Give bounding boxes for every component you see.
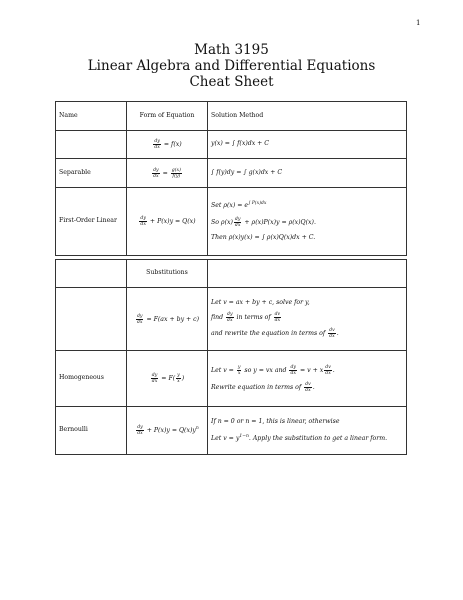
header-row bbox=[56, 102, 407, 131]
method-line-2: find $\frac{dy}{dx}$ in terms of $\frac{dv}{dx}$ bbox=[211, 312, 281, 324]
method-line-3: and rewrite the equation in terms of $\frac{dv}{dx}$ . bbox=[211, 328, 339, 340]
method-line-2: Let $v = y^{1-n}$. Apply the substitution to get a linear form. bbox=[211, 434, 388, 442]
fraction-dydx: $\frac{dy}{dx}$ bbox=[234, 216, 241, 228]
method-line-3: Then ρ(x)y(x) = ∫ ρ(x)Q(x)dx + C. bbox=[211, 233, 316, 241]
method-line-1: Let v = $\frac{y}{x}$ so y = vx and $\frac{dy}{dx}$ = v + x $\frac{dv}{dx}$ . bbox=[211, 364, 335, 376]
method-line-1: Let v = ax + by + c, solve for y, bbox=[211, 298, 310, 306]
method-line-1: Set $\rho(x) = e^{\int P(x)dx}$ bbox=[211, 201, 267, 210]
fraction-dvdx: $\frac{dv}{dx}$ bbox=[325, 364, 331, 376]
method-line-2: Rewrite equation in terms of $\frac{dv}{dx}$ . bbox=[211, 381, 315, 393]
row-substitutions-heading bbox=[56, 260, 407, 288]
fraction-dydx: $\frac{dy}{dx}$ bbox=[154, 139, 160, 150]
fraction-dydx: $\frac{dy}{dx}$ bbox=[151, 373, 158, 384]
page-number: 1 bbox=[416, 19, 421, 27]
method-cell bbox=[208, 188, 407, 256]
name-cell-empty bbox=[56, 131, 127, 159]
fraction-dydx: $\frac{dy}{dx}$ bbox=[153, 167, 159, 179]
course-subtitle: Linear Algebra and Differential Equations bbox=[87, 58, 376, 74]
fraction-dvdx: $\frac{dv}{dx}$ bbox=[329, 328, 335, 340]
fraction-y-over-x: $\frac{y}{x}$ bbox=[237, 364, 241, 376]
method-line-1: If n = 0 or n = 1, this is linear, otherwise bbox=[211, 417, 340, 425]
equation-cell: $\frac{dy}{dx}$ = $\frac{g(x)}{f(y)}$ bbox=[127, 159, 208, 188]
row-bernoulli bbox=[56, 407, 407, 455]
fraction-gx-fy: $\frac{g(x)}{f(y)}$ bbox=[171, 167, 181, 179]
method-cell: ∫ f(y)dy = ∫ g(x)dx + C bbox=[208, 159, 407, 188]
name-cell: First-Order Linear bbox=[56, 188, 127, 256]
header-method: Solution Method bbox=[208, 102, 407, 131]
sheet-title: Cheat Sheet bbox=[189, 74, 274, 90]
equation-cell: $\frac{dy}{dx}$ + P(x)y = Q(x) bbox=[127, 188, 208, 256]
method-cell bbox=[208, 351, 407, 407]
fraction-dvdx: $\frac{dv}{dx}$ bbox=[305, 381, 311, 393]
equation-cell: $\frac{dy}{dx}$ = F(ax + by + c) bbox=[127, 288, 208, 351]
equation-cell: $\frac{dy}{dx}$ + $P(x)y = Q(x)y^n$ bbox=[127, 407, 208, 455]
name-cell: Bernoulli bbox=[56, 407, 127, 455]
fraction-dydx: $\frac{dy}{dx}$ bbox=[290, 364, 297, 376]
cheat-sheet-table bbox=[55, 101, 407, 455]
row-first-order-linear bbox=[56, 188, 407, 256]
fraction-y-over-x: $\frac{y}{x}$ bbox=[177, 373, 180, 384]
method-line-2: So ρ(x) $\frac{dy}{dx}$ + ρ(x)P(x)y = ρ(x)Q(x). bbox=[211, 216, 316, 228]
row-direct-integration bbox=[56, 131, 407, 159]
substitutions-label: Substitutions bbox=[127, 260, 208, 288]
header-form: Form of Equation bbox=[127, 102, 208, 131]
fraction-dydx: $\frac{dy}{dx}$ bbox=[140, 216, 146, 227]
name-cell: Separable bbox=[56, 159, 127, 188]
name-cell-empty bbox=[56, 288, 127, 351]
equation-cell: $\frac{dy}{dx}$ = F( $\frac{y}{x}$ ) bbox=[127, 351, 208, 407]
name-cell-empty bbox=[56, 260, 127, 288]
equation-cell: $\frac{dy}{dx}$ = f(x) bbox=[127, 131, 208, 159]
row-homogeneous bbox=[56, 351, 407, 407]
method-cell: y(x) = ∫ f(x)dx + C bbox=[208, 131, 407, 159]
header-name: Name bbox=[56, 102, 127, 131]
row-linear-substitution bbox=[56, 288, 407, 351]
fraction-dydx: $\frac{dy}{dx}$ bbox=[137, 425, 143, 436]
method-cell bbox=[208, 288, 407, 351]
fraction-dydx: $\frac{dy}{dx}$ bbox=[227, 312, 233, 324]
method-cell-empty bbox=[208, 260, 407, 288]
fraction-dvdx: $\frac{dv}{dx}$ bbox=[274, 312, 281, 324]
method-cell bbox=[208, 407, 407, 455]
name-cell: Homogeneous bbox=[56, 351, 127, 407]
course-title: Math 3195 bbox=[194, 42, 269, 58]
row-separable bbox=[56, 159, 407, 188]
fraction-dydx: $\frac{dy}{dx}$ bbox=[136, 313, 143, 325]
